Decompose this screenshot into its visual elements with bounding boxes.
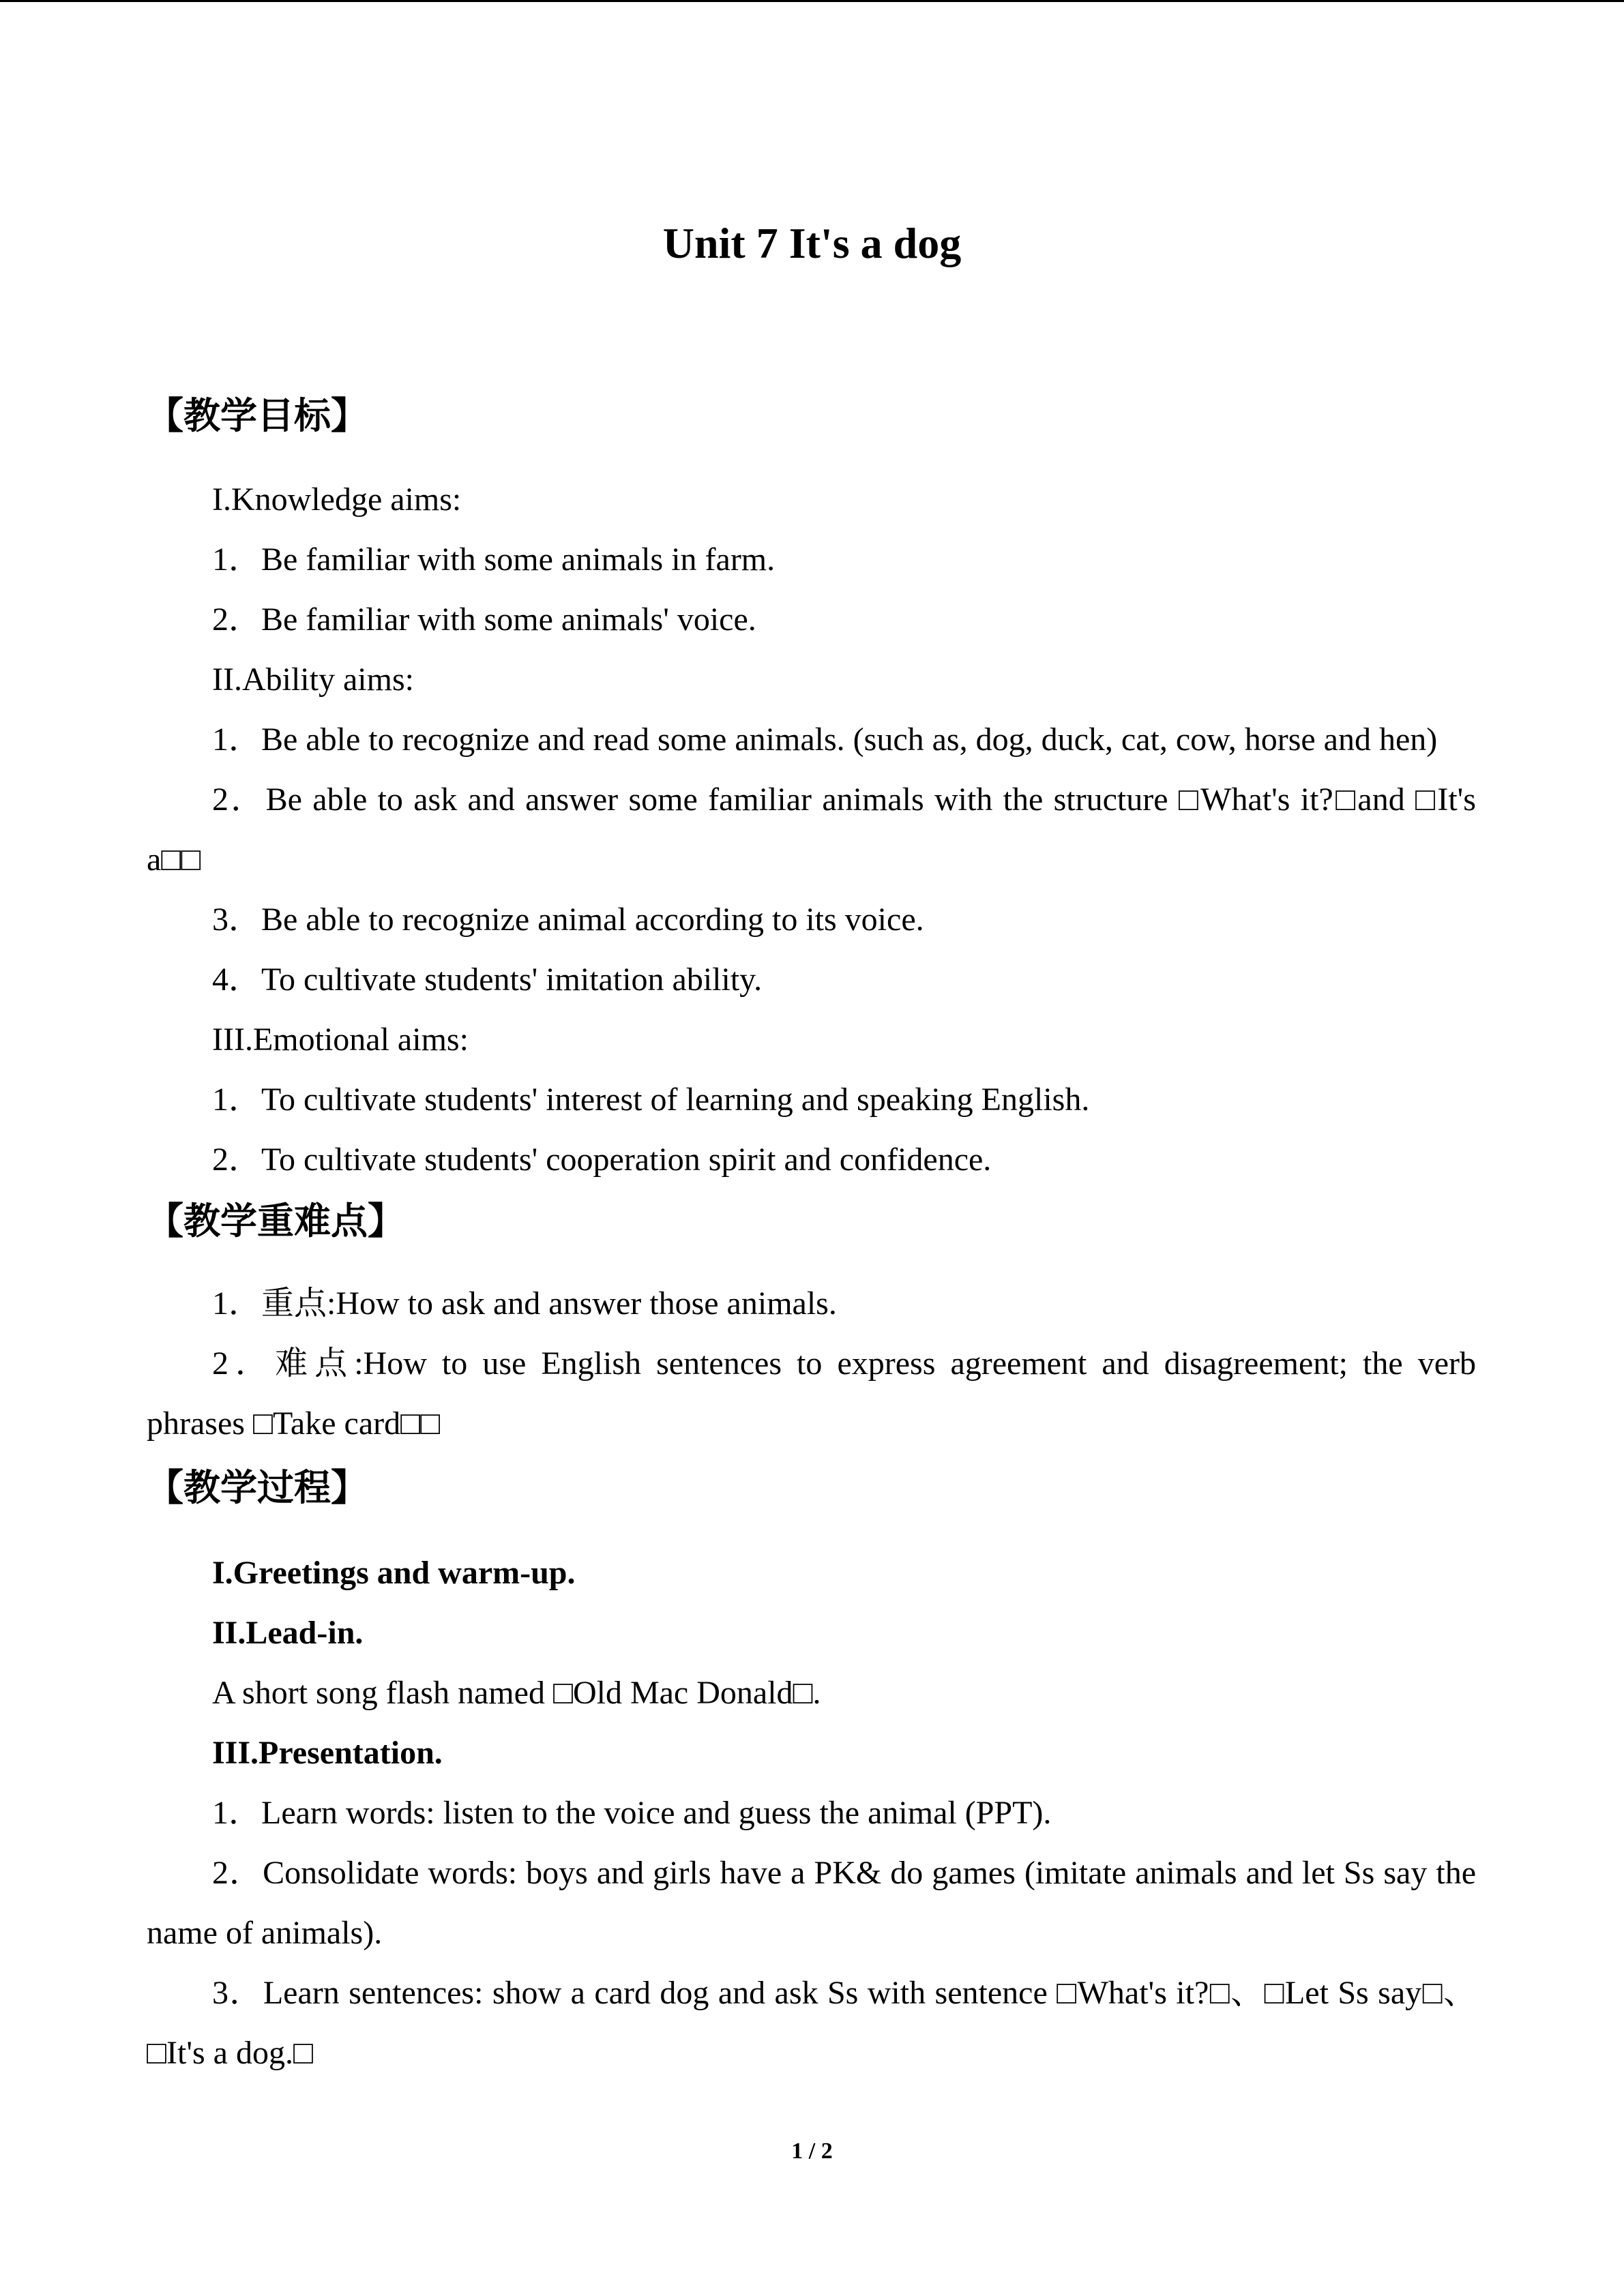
knowledge-aims-subheading: I.Knowledge aims:	[212, 481, 462, 518]
procedure-step-heading: I.Greetings and warm-up.	[212, 1555, 576, 1591]
key-points-body	[147, 1274, 1476, 1454]
knowledge-aim-item: 1．Be familiar with some animals in farm.	[212, 541, 776, 578]
objectives-body	[147, 470, 1476, 1190]
section-heading-key-points: 【教学重难点】	[147, 1201, 404, 1242]
ability-aim-item-continuation: a□□	[147, 841, 201, 878]
document-title: Unit 7 It's a dog	[662, 219, 962, 267]
ability-aim-item: 2．Be able to ask and answer some familiar animals with the structure □What's it?□and □It's	[212, 781, 1476, 818]
key-point-item: 1．重点:How to ask and answer those animals.	[212, 1285, 837, 1322]
emotional-aim-item: 2．To cultivate students' cooperation spirit and confidence.	[212, 1142, 992, 1178]
section-heading-procedure: 【教学过程】	[147, 1467, 368, 1508]
procedure-step-heading: III.Presentation.	[212, 1735, 443, 1771]
procedure-item-continuation: name of animals).	[147, 1915, 383, 1951]
section-heading-objectives: 【教学目标】	[147, 396, 368, 436]
procedure-step-heading: II.Lead-in.	[212, 1615, 364, 1651]
ability-aims-subheading: II.Ability aims:	[212, 661, 414, 698]
knowledge-aim-item: 2．Be familiar with some animals' voice.	[212, 601, 756, 638]
difficult-point-item: 2．难点:How to use English sentences to express agreement and disagreement; the verb	[212, 1345, 1476, 1382]
procedure-item: 1．Learn words: listen to the voice and guess the animal (PPT).	[212, 1795, 1052, 1831]
ability-aim-item: 4．To cultivate students' imitation ability.	[212, 961, 763, 998]
difficult-point-item-continuation: phrases □Take card□□	[147, 1405, 441, 1442]
procedure-item-continuation: □It's a dog.□	[147, 2035, 313, 2071]
emotional-aims-subheading: III.Emotional aims:	[212, 1022, 469, 1058]
page-number: 1 / 2	[791, 2138, 833, 2164]
procedure-body	[147, 1543, 1476, 2083]
ability-aim-item: 1．Be able to recognize and read some animals. (such as, dog, duck, cat, cow, horse and hen)	[212, 721, 1438, 758]
procedure-item: 2．Consolidate words: boys and girls have a PK& do games (imitate animals and let Ss say the	[212, 1855, 1476, 1891]
procedure-text: A short song flash named □Old Mac Donald□.	[212, 1675, 821, 1711]
emotional-aim-item: 1．To cultivate students' interest of learning and speaking English.	[212, 1082, 1090, 1118]
ability-aim-item: 3．Be able to recognize animal according to its voice.	[212, 901, 924, 938]
procedure-item: 3．Learn sentences: show a card dog and ask Ss with sentence □What's it?□、□Let Ss say□、	[212, 1975, 1476, 2011]
